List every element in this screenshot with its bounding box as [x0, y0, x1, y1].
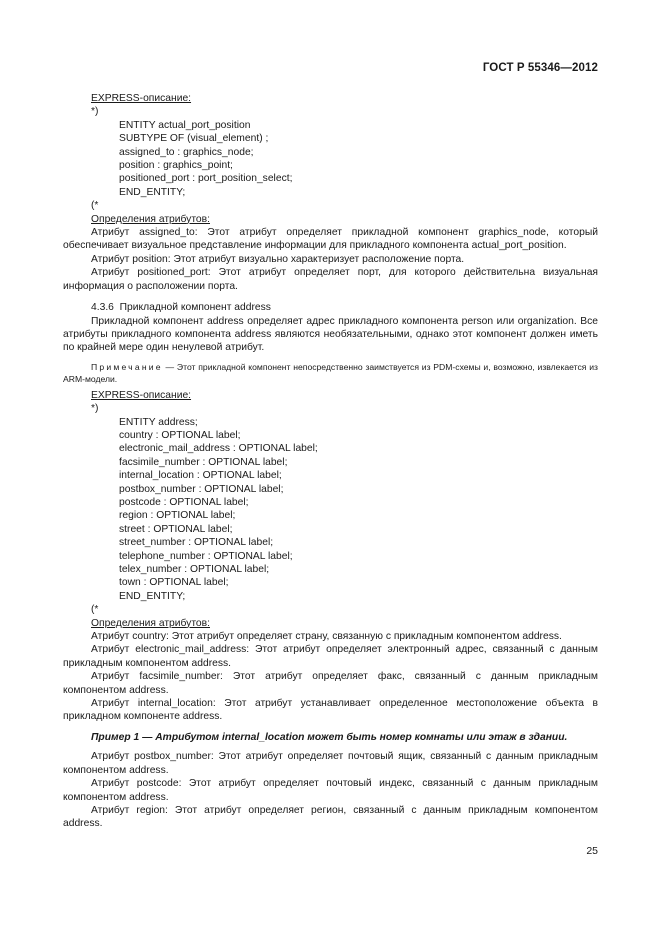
- attribute-paragraph: Атрибут region: Этот атрибут определяет регион, связанный с данным прикладным компонентом address.: [63, 804, 598, 830]
- page-content: [63, 92, 598, 831]
- entity-line: telephone_number : OPTIONAL label;: [119, 550, 293, 562]
- entity-line: country : OPTIONAL label;: [119, 429, 241, 441]
- attribute-paragraph: Атрибут positioned_port: Этот атрибут определяет порт, для которого действительна визуальная информация о расположении порта.: [63, 267, 598, 292]
- attributes-label: Определения атрибутов:: [91, 617, 210, 629]
- entity-line: street : OPTIONAL label;: [119, 523, 233, 535]
- entity-line: position : graphics_point;: [119, 160, 233, 172]
- comment-open: *): [91, 403, 99, 415]
- attribute-paragraph: Атрибут postbox_number: Этот атрибут определяет почтовый ящик, связанный с данным прикладным компонентом address.: [63, 751, 598, 776]
- note-text: — Этот прикладной компонент непосредственно заимствуется из PDM-схемы и, возможно, извлекается из ARM-модели.: [63, 361, 598, 384]
- entity-line: electronic_mail_address : OPTIONAL label;: [119, 443, 318, 455]
- attribute-paragraph: Атрибут position: Этот атрибут визуально характеризует расположение порта.: [91, 253, 465, 265]
- attributes-label: Определения атрибутов:: [91, 213, 210, 225]
- entity-line: assigned_to : graphics_node;: [119, 146, 254, 158]
- page-number: 25: [586, 845, 598, 857]
- note-label: Примечание: [91, 361, 163, 372]
- express-label: EXPRESS-описание:: [91, 93, 192, 104]
- attribute-paragraph: Атрибут postcode: Этот атрибут определяет почтовый индекс, связанный с данным прикладным компонентом address.: [63, 778, 598, 803]
- example-text: Пример 1 — Атрибутом internal_location может быть номер комнаты или этаж в здании.: [91, 731, 568, 743]
- attribute-paragraph: Атрибут country: Этот атрибут определяет страну, связанную с прикладным компонентом address.: [91, 631, 562, 643]
- section-paragraph: Прикладной компонент address определяет адрес прикладного компонента person или organization. Все атрибуты прикладного компонента address являются необязательными, однако этот компонент должен иметь по крайней мере один ненулевой атрибут.: [63, 315, 598, 354]
- express-label: EXPRESS-описание:: [91, 389, 192, 401]
- entity-line: SUBTYPE OF (visual_element) ;: [119, 133, 269, 145]
- entity-header: ENTITY address;: [119, 416, 198, 428]
- comment-close: (*: [91, 200, 99, 212]
- entity-line: END_ENTITY;: [119, 186, 186, 198]
- entity-line: street_number : OPTIONAL label;: [119, 537, 274, 549]
- entity-line: postbox_number : OPTIONAL label;: [119, 483, 284, 495]
- entity-line: internal_location : OPTIONAL label;: [119, 470, 282, 482]
- entity-line: town : OPTIONAL label;: [119, 577, 229, 589]
- comment-close: (*: [91, 604, 99, 616]
- attribute-paragraph: Атрибут facsimile_number: Этот атрибут определяет факс, связанный с данным прикладным компонентом address.: [63, 671, 598, 696]
- entity-line: postcode : OPTIONAL label;: [119, 496, 249, 508]
- attribute-paragraph: Атрибут electronic_mail_address: Этот атрибут определяет электронный адрес, связанный с данным прикладным компонентом address.: [63, 644, 598, 669]
- attribute-paragraph: Атрибут assigned_to: Этот атрибут определяет прикладной компонент graphics_node, который обеспечивает визуальное представление информации для прикладного компонента actual_port_position.: [63, 227, 598, 252]
- entity-line: region : OPTIONAL label;: [119, 510, 236, 522]
- entity-line: ENTITY actual_port_position: [119, 119, 251, 131]
- entity-line: positioned_port : port_position_select;: [119, 173, 293, 185]
- attribute-paragraph: Атрибут internal_location: Этот атрибут устанавливает определенное местоположение объекта в прикладном компоненте address.: [63, 698, 598, 723]
- entity-line: facsimile_number : OPTIONAL label;: [119, 456, 288, 468]
- entity-line: telex_number : OPTIONAL label;: [119, 564, 270, 575]
- entity-line: END_ENTITY;: [119, 590, 186, 602]
- section-heading: 4.3.6 Прикладной компонент address: [91, 302, 271, 314]
- comment-open: *): [91, 106, 99, 118]
- note: [63, 361, 598, 385]
- standard-header: ГОСТ Р 55346—2012: [482, 62, 598, 74]
